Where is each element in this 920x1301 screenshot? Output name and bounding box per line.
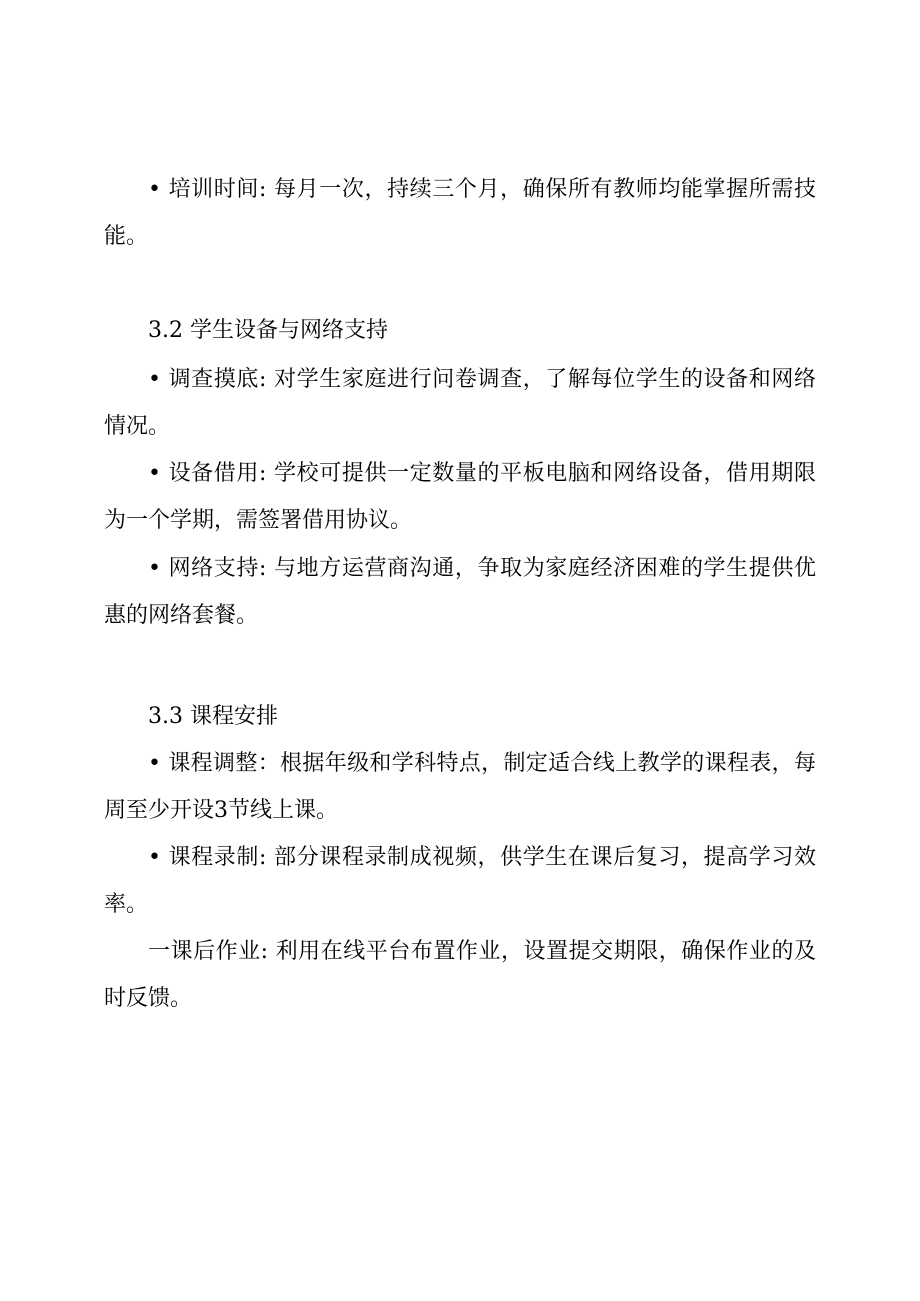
paragraph-network-support: • 网络支持: 与地方运营商沟通，争取为家庭经济困难的学生提供优惠的网络套餐。 (104, 556, 816, 628)
paragraph-homework: 一课后作业: 利用在线平台布置作业，设置提交期限，确保作业的及时反馈。 (104, 939, 816, 1011)
paragraph-training-time: • 培训时间: 每月一次，持续三个月，确保所有教师均能掌握所需技能。 (104, 177, 816, 249)
paragraph-course-recording: • 课程录制: 部分课程录制成视频，供学生在课后复习，提高学习效率。 (104, 845, 816, 917)
paragraph-course-adjustment: • 课程调整：根据年级和学科特点，制定适合线上教学的课程表，每周至少开设3节线上课。 (104, 751, 816, 823)
section-heading-3-3: 3.3 课程安排 (148, 704, 278, 729)
paragraph-device-loan: • 设备借用: 学校可提供一定数量的平板电脑和网络设备，借用期限为一个学期，需签署借用协议。 (104, 461, 816, 533)
section-heading-3-2: 3.2 学生设备与网络支持 (148, 318, 388, 343)
paragraph-survey: • 调查摸底: 对学生家庭进行问卷调查，了解每位学生的设备和网络情况。 (104, 367, 816, 439)
